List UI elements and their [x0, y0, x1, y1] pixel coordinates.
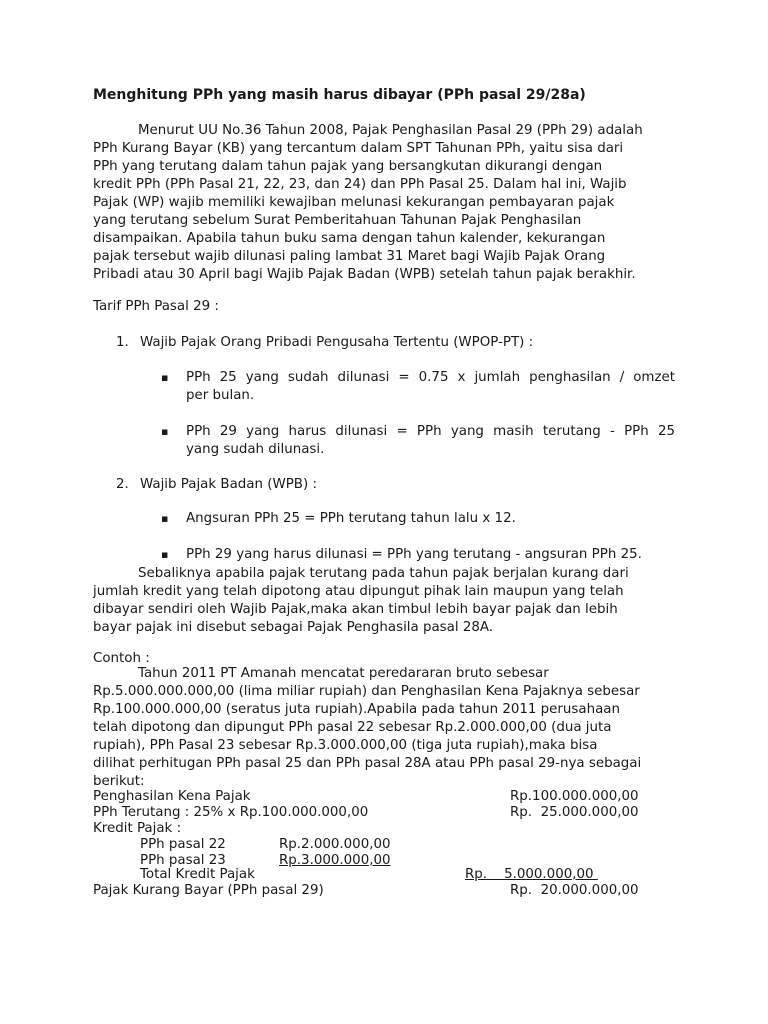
sebaliknya-line: bayar pajak ini disebut sebagai Pajak Penghasila pasal 28A.: [93, 620, 494, 635]
bullet-item: [186, 369, 675, 405]
kredit-pajak-label: Kredit Pajak :: [93, 821, 182, 836]
kurang-bayar-value: Rp. 20.000.000,00: [510, 883, 639, 898]
contoh-line: dilihat perhitugan PPh pasal 25 dan PPh pasal 28A atau PPh pasal 29-nya sebagai: [93, 756, 642, 771]
pkp-value: Rp.100.000.000,00: [510, 789, 639, 804]
total-kredit-label: Total Kredit Pajak: [140, 867, 255, 882]
intro-line: pajak tersebut wajib dilunasi paling lambat 31 Maret bagi Wajib Pajak Orang: [93, 249, 606, 264]
bullet-line: yang sudah dilunasi.: [186, 442, 325, 457]
pkp-label: Penghasilan Kena Pajak: [93, 789, 251, 804]
total-kredit-value: Rp. 5.000.000,00: [465, 867, 598, 882]
intro-line: PPh Kurang Bayar (KB) yang tercantum dalam SPT Tahunan PPh, yaitu sisa dari: [93, 141, 624, 156]
pph23-label: PPh pasal 23: [140, 853, 226, 868]
bullet-item: [186, 423, 675, 459]
sebaliknya-paragraph: [93, 565, 675, 637]
pph-terutang-value: Rp. 25.000.000,00: [510, 805, 639, 820]
bullet-icon: ▪: [161, 548, 169, 561]
contoh-heading: Contoh :: [93, 651, 150, 666]
bullet-icon: ▪: [161, 425, 169, 438]
list-number: 2.: [116, 477, 129, 492]
sebaliknya-line: dibayar sendiri oleh Wajib Pajak,maka akan timbul lebih bayar pajak dan lebih: [93, 602, 618, 617]
intro-line: kredit PPh (PPh Pasal 21, 22, 23, dan 24) dan PPh Pasal 25. Dalam hal ini, Wajib: [93, 177, 627, 192]
tarif-heading: Tarif PPh Pasal 29 :: [93, 299, 219, 314]
intro-line: PPh yang terutang dalam tahun pajak yang bersangkutan dikurangi dengan: [93, 159, 603, 174]
bullet-icon: ▪: [161, 512, 169, 525]
pph23-value: Rp.3.000.000,00: [279, 853, 391, 868]
bullet-line: PPh 29 yang harus dilunasi = PPh yang terutang - angsuran PPh 25.: [186, 547, 642, 562]
pph22-value: Rp.2.000.000,00: [279, 837, 391, 852]
bullet-line: PPh 29 yang harus dilunasi = PPh yang masih terutang - PPh 25: [186, 424, 675, 439]
pph-terutang-label: PPh Terutang : 25% x Rp.100.000.000,00: [93, 805, 369, 820]
contoh-line: berikut:: [93, 774, 145, 789]
list-label: Wajib Pajak Orang Pribadi Pengusaha Tertentu (WPOP-PT) :: [140, 335, 534, 350]
bullet-line: per bulan.: [186, 388, 255, 403]
list-label: Wajib Pajak Badan (WPB) :: [140, 477, 317, 492]
pph22-label: PPh pasal 22: [140, 837, 226, 852]
intro-line: yang terutang sebelum Surat Pemberitahuan Tahunan Pajak Penghasilan: [93, 213, 582, 228]
list-number: 1.: [116, 335, 129, 350]
contoh-line: telah dipotong dan dipungut PPh pasal 22 sebesar Rp.2.000.000,00 (dua juta: [93, 720, 612, 735]
bullet-line: Angsuran PPh 25 = PPh terutang tahun lalu x 12.: [186, 511, 516, 526]
contoh-line: Rp.100.000.000,00 (seratus juta rupiah).Apabila pada tahun 2011 perusahaan: [93, 702, 620, 717]
intro-paragraph: [93, 122, 675, 284]
sebaliknya-line: jumlah kredit yang telah dipotong atau dipungut pihak lain maupun yang telah: [93, 584, 624, 599]
bullet-icon: ▪: [161, 371, 169, 384]
contoh-paragraph: [93, 665, 675, 791]
bullet-item: [186, 546, 642, 564]
contoh-line: Tahun 2011 PT Amanah mencatat peredararan bruto sebesar: [138, 666, 549, 681]
intro-line: Pajak (WP) wajib memiliki kewajiban melunasi kekurangan pembayaran pajak: [93, 195, 615, 210]
document-title: Menghitung PPh yang masih harus dibayar (PPh pasal 29/28a): [93, 87, 586, 103]
intro-line: Menurut UU No.36 Tahun 2008, Pajak Penghasilan Pasal 29 (PPh 29) adalah: [138, 123, 643, 138]
intro-line: Pribadi atau 30 April bagi Wajib Pajak Badan (WPB) setelah tahun pajak berakhir.: [93, 267, 636, 282]
sebaliknya-line: Sebaliknya apabila pajak terutang pada tahun pajak berjalan kurang dari: [138, 566, 629, 581]
bullet-item: [186, 510, 516, 528]
intro-line: disampaikan. Apabila tahun buku sama dengan tahun kalender, kekurangan: [93, 231, 606, 246]
contoh-line: rupiah), PPh Pasal 23 sebesar Rp.3.000.000,00 (tiga juta rupiah),maka bisa: [93, 738, 598, 753]
bullet-line: PPh 25 yang sudah dilunasi = 0.75 x jumlah penghasilan / omzet: [186, 370, 675, 385]
contoh-line: Rp.5.000.000.000,00 (lima miliar rupiah) dan Penghasilan Kena Pajaknya sebesar: [93, 684, 640, 699]
kurang-bayar-label: Pajak Kurang Bayar (PPh pasal 29): [93, 883, 324, 898]
